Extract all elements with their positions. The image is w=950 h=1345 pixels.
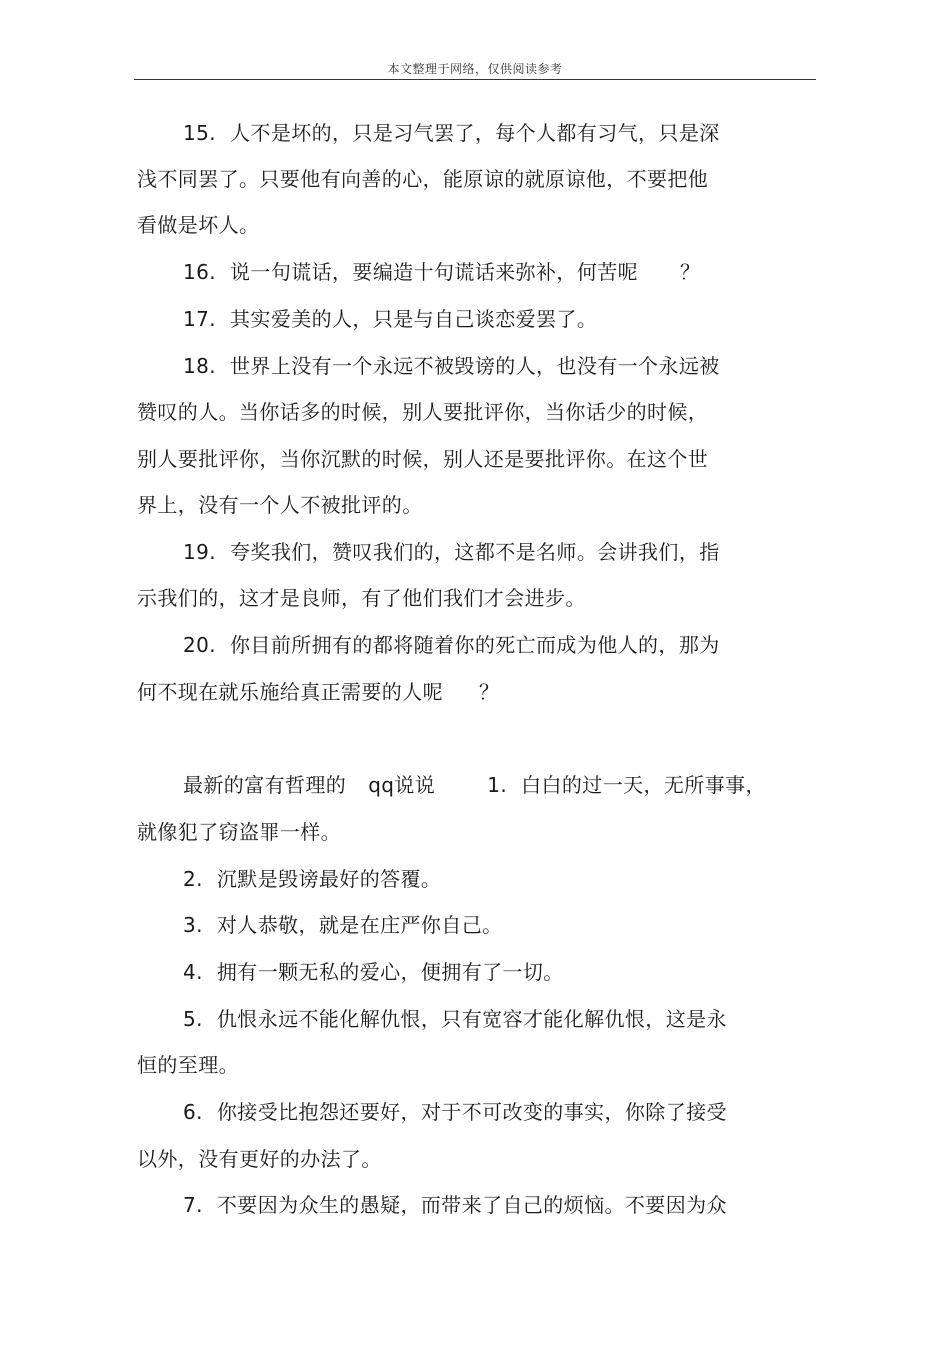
line-text: 何不现在就乐施给真正需要的人呢	[137, 680, 443, 704]
line-text: 你接受比抱怨还要好，对于不可改变的事实，你除了接受	[216, 1100, 727, 1124]
paragraph-line	[183, 633, 720, 657]
section-heading-suffix: 说说	[394, 773, 436, 797]
paragraph-line	[183, 960, 564, 984]
item-number: 6.	[183, 1100, 203, 1124]
paragraph-line	[183, 307, 597, 331]
item-number: 2.	[183, 867, 203, 891]
line-text: 拥有一颗无私的爱心，便拥有了一切。	[216, 960, 564, 984]
paragraph-line	[183, 1100, 727, 1124]
line-text: 白白的过一天，无所事事，	[521, 773, 766, 797]
item-number: 20.	[183, 633, 217, 657]
paragraph-line	[183, 867, 441, 891]
line-tail: ？	[479, 680, 500, 704]
section-heading-line	[183, 773, 766, 797]
paragraph-line: 以外，没有更好的办法了。	[137, 1147, 382, 1171]
line-text: 其实爱美的人，只是与自己谈恋爱罢了。	[230, 307, 598, 331]
line-text: 世界上没有一个永远不被毁谤的人，也没有一个永远被	[230, 354, 720, 378]
item-number: 5.	[183, 1007, 203, 1031]
item-number: 17.	[183, 307, 217, 331]
paragraph-line	[183, 1007, 727, 1031]
paragraph-line	[183, 913, 503, 937]
line-text: 对人恭敬，就是在庄严你自己。	[216, 913, 503, 937]
section-heading-qq: qq	[368, 773, 395, 797]
paragraph-line: 浅不同罢了。只要他有向善的心，能原谅的就原谅他，不要把他	[137, 167, 709, 191]
paragraph-line	[183, 121, 720, 145]
item-number: 15.	[183, 121, 217, 145]
paragraph-line: 界上，没有一个人不被批评的。	[137, 493, 423, 517]
item-number: 4.	[183, 960, 203, 984]
section-heading: 最新的富有哲理的	[183, 773, 347, 797]
line-text: 不要因为众生的愚疑，而带来了自己的烦恼。不要因为众	[216, 1193, 727, 1217]
line-text: 人不是坏的，只是习气罢了，每个人都有习气，只是深	[230, 121, 720, 145]
paragraph-line	[183, 354, 720, 378]
paragraph-line: 赞叹的人。当你话多的时候，别人要批评你，当你话少的时候，	[137, 400, 709, 424]
page-header: 本文整理于网络，仅供阅读参考	[387, 62, 563, 76]
line-text: 夸奖我们，赞叹我们的，这都不是名师。会讲我们，指	[230, 540, 720, 564]
item-number: 7.	[183, 1193, 203, 1217]
paragraph-line: 就像犯了窃盗罪一样。	[137, 820, 341, 844]
paragraph-line	[137, 680, 499, 704]
paragraph-line	[183, 260, 700, 284]
item-number: 16.	[183, 260, 217, 284]
header-rule	[134, 79, 816, 80]
line-text: 仇恨永远不能化解仇恨，只有宽容才能化解仇恨，这是永	[216, 1007, 727, 1031]
paragraph-line: 恒的至理。	[137, 1053, 239, 1077]
line-text: 沉默是毁谤最好的答覆。	[216, 867, 442, 891]
paragraph-line	[183, 540, 720, 564]
paragraph-line: 别人要批评你，当你沉默的时候，别人还是要批评你。在这个世	[137, 447, 709, 471]
item-number: 18.	[183, 354, 217, 378]
item-number: 3.	[183, 913, 203, 937]
paragraph-line: 示我们的，这才是良师，有了他们我们才会进步。	[137, 586, 586, 610]
line-tail: ？	[680, 260, 701, 284]
item-number: 19.	[183, 540, 217, 564]
paragraph-line: 看做是坏人。	[137, 213, 260, 237]
line-text: 你目前所拥有的都将随着你的死亡而成为他人的，那为	[230, 633, 720, 657]
paragraph-line	[183, 1193, 727, 1217]
item-number: 1.	[487, 773, 508, 797]
line-text: 说一句谎话，要编造十句谎话来弥补，何苦呢	[230, 260, 639, 284]
